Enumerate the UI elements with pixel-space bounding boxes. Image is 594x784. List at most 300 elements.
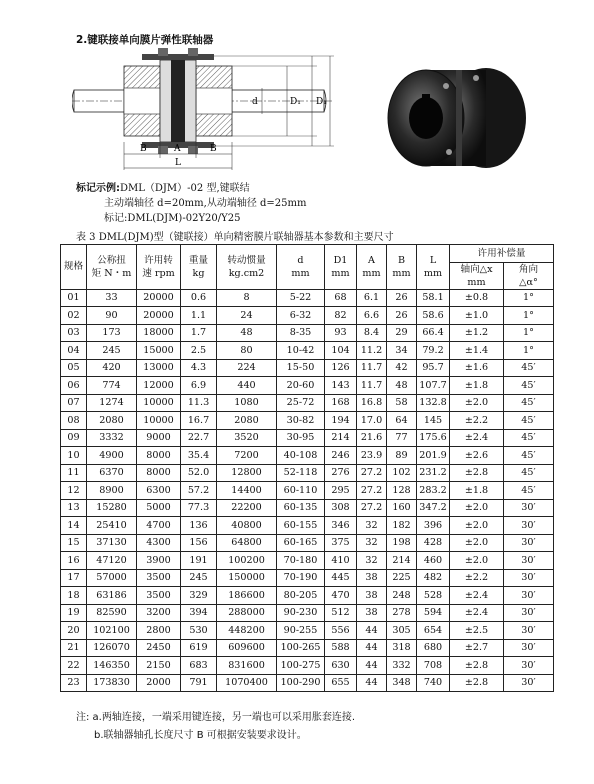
table-cell: 394 bbox=[181, 604, 217, 622]
table-cell: 5000 bbox=[137, 499, 181, 517]
header-gauge: 规格 bbox=[61, 245, 87, 290]
table-row bbox=[61, 429, 554, 447]
table-cell: 18 bbox=[61, 587, 87, 605]
table-cell: 32 bbox=[357, 552, 387, 570]
table-cell: 245 bbox=[87, 342, 137, 360]
table-cell: 126 bbox=[325, 359, 357, 377]
table-row bbox=[61, 639, 554, 657]
table-cell: 19 bbox=[61, 604, 87, 622]
table-cell: 295 bbox=[325, 482, 357, 500]
table-cell: 30′ bbox=[504, 622, 554, 640]
table-cell: 48 bbox=[387, 377, 417, 395]
table-cell: 428 bbox=[417, 534, 450, 552]
table-cell: 44 bbox=[357, 674, 387, 692]
table-cell: ±2.0 bbox=[450, 552, 504, 570]
header-compensation: 许用补偿量 bbox=[450, 245, 554, 263]
table-cell: 248 bbox=[387, 587, 417, 605]
table-cell: 64 bbox=[387, 412, 417, 430]
table-cell: 26 bbox=[387, 307, 417, 325]
table-cell: 186600 bbox=[217, 587, 277, 605]
table-cell: 6.1 bbox=[357, 289, 387, 307]
table-row bbox=[61, 622, 554, 640]
table-cell: 470 bbox=[325, 587, 357, 605]
table-row bbox=[61, 552, 554, 570]
table-cell: 16 bbox=[61, 552, 87, 570]
table-cell: 30′ bbox=[504, 569, 554, 587]
table-cell: ±2.0 bbox=[450, 534, 504, 552]
table-cell: 1.1 bbox=[181, 307, 217, 325]
table-cell: 318 bbox=[387, 639, 417, 657]
table-cell: 2.5 bbox=[181, 342, 217, 360]
table-cell: 12000 bbox=[137, 377, 181, 395]
table-cell: ±2.8 bbox=[450, 657, 504, 675]
dim-b-right: B bbox=[210, 144, 217, 154]
table-cell: 2800 bbox=[137, 622, 181, 640]
table-row bbox=[61, 342, 554, 360]
table-row bbox=[61, 307, 554, 325]
table-cell: 308 bbox=[325, 499, 357, 517]
table-cell: 10000 bbox=[137, 412, 181, 430]
table-cell: 52-118 bbox=[277, 464, 325, 482]
header-B: B mm bbox=[387, 245, 417, 290]
table-cell: 4.3 bbox=[181, 359, 217, 377]
table-cell: 10 bbox=[61, 447, 87, 465]
table-cell: 57000 bbox=[87, 569, 137, 587]
dim-b-left: B bbox=[140, 144, 147, 154]
marking-line1: DML（DJM）-02 型,键联结 bbox=[120, 183, 250, 194]
table-cell: 45′ bbox=[504, 359, 554, 377]
table-cell: 07 bbox=[61, 394, 87, 412]
marking-line3: 标记:DML(DJM)-02Y20/Y25 bbox=[104, 213, 241, 224]
table-cell: 214 bbox=[387, 552, 417, 570]
table-cell: ±2.4 bbox=[450, 429, 504, 447]
table-cell: 38 bbox=[357, 587, 387, 605]
table-cell: ±2.4 bbox=[450, 604, 504, 622]
table-cell: 45′ bbox=[504, 412, 554, 430]
header-D1: D1 mm bbox=[325, 245, 357, 290]
table-cell: 30′ bbox=[504, 639, 554, 657]
table-cell: 64800 bbox=[217, 534, 277, 552]
table-cell: 1070400 bbox=[217, 674, 277, 692]
table-cell: 1080 bbox=[217, 394, 277, 412]
table-cell: 11.7 bbox=[357, 359, 387, 377]
table-cell: 654 bbox=[417, 622, 450, 640]
table-cell: 23.9 bbox=[357, 447, 387, 465]
table-cell: 17.0 bbox=[357, 412, 387, 430]
table-cell: 80-205 bbox=[277, 587, 325, 605]
table-row bbox=[61, 464, 554, 482]
table-row bbox=[61, 394, 554, 412]
table-cell: 21 bbox=[61, 639, 87, 657]
table-cell: 14 bbox=[61, 517, 87, 535]
table-cell: 30-95 bbox=[277, 429, 325, 447]
table-cell: 70-180 bbox=[277, 552, 325, 570]
table-cell: 95.7 bbox=[417, 359, 450, 377]
table-cell: 25410 bbox=[87, 517, 137, 535]
table-row bbox=[61, 412, 554, 430]
coupling-product-photo bbox=[386, 56, 536, 176]
table-cell: 63186 bbox=[87, 587, 137, 605]
table-cell: ±2.2 bbox=[450, 412, 504, 430]
table-cell: 246 bbox=[325, 447, 357, 465]
table-cell: 6.6 bbox=[357, 307, 387, 325]
table-cell: ±2.8 bbox=[450, 464, 504, 482]
table-cell: 30′ bbox=[504, 587, 554, 605]
table-cell: 420 bbox=[87, 359, 137, 377]
table-cell: 528 bbox=[417, 587, 450, 605]
table-cell: 100-265 bbox=[277, 639, 325, 657]
table-cell: ±1.0 bbox=[450, 307, 504, 325]
table-cell: 288000 bbox=[217, 604, 277, 622]
table-cell: 11.7 bbox=[357, 377, 387, 395]
table-cell: 1.7 bbox=[181, 324, 217, 342]
table-cell: 68 bbox=[325, 289, 357, 307]
marking-example bbox=[76, 181, 306, 226]
table-cell: 683 bbox=[181, 657, 217, 675]
table-cell: 70-190 bbox=[277, 569, 325, 587]
table-cell: 52.0 bbox=[181, 464, 217, 482]
table-cell: 655 bbox=[325, 674, 357, 692]
table-cell: 126070 bbox=[87, 639, 137, 657]
table-cell: 594 bbox=[417, 604, 450, 622]
table-row bbox=[61, 359, 554, 377]
table-cell: 346 bbox=[325, 517, 357, 535]
table-cell: 15000 bbox=[137, 342, 181, 360]
table-cell: 45′ bbox=[504, 482, 554, 500]
table-cell: 1274 bbox=[87, 394, 137, 412]
table-cell: 2080 bbox=[217, 412, 277, 430]
table-cell: 82 bbox=[325, 307, 357, 325]
header-weight: 重量 kg bbox=[181, 245, 217, 290]
table-cell: 482 bbox=[417, 569, 450, 587]
table-cell: 18000 bbox=[137, 324, 181, 342]
table-cell: 440 bbox=[217, 377, 277, 395]
table-cell: 66.4 bbox=[417, 324, 450, 342]
table-cell: ±2.5 bbox=[450, 622, 504, 640]
marking-line2: 主动端轴径 d=20mm,从动端轴径 d=25mm bbox=[104, 198, 307, 209]
table-cell: 38 bbox=[357, 604, 387, 622]
table-cell: 82590 bbox=[87, 604, 137, 622]
table-cell: 8-35 bbox=[277, 324, 325, 342]
spec-table bbox=[60, 244, 554, 692]
table-cell: 448200 bbox=[217, 622, 277, 640]
table-cell: 08 bbox=[61, 412, 87, 430]
coupling-technical-drawing bbox=[72, 46, 357, 174]
table-cell: 156 bbox=[181, 534, 217, 552]
table-cell: 375 bbox=[325, 534, 357, 552]
header-L: L mm bbox=[417, 245, 450, 290]
table-cell: 305 bbox=[387, 622, 417, 640]
table-cell: 24 bbox=[217, 307, 277, 325]
table-cell: 3520 bbox=[217, 429, 277, 447]
table-cell: 168 bbox=[325, 394, 357, 412]
table-cell: 60-155 bbox=[277, 517, 325, 535]
table-cell: 30′ bbox=[504, 604, 554, 622]
table-cell: 530 bbox=[181, 622, 217, 640]
table-row bbox=[61, 674, 554, 692]
table-cell: 16.8 bbox=[357, 394, 387, 412]
table-cell: 26 bbox=[387, 289, 417, 307]
table-cell: 25-72 bbox=[277, 394, 325, 412]
section-title: 2.键联接单向膜片弹性联轴器 bbox=[76, 34, 214, 46]
table-cell: 38 bbox=[357, 569, 387, 587]
table-cell: 77 bbox=[387, 429, 417, 447]
table-cell: 20000 bbox=[137, 307, 181, 325]
table-cell: 2150 bbox=[137, 657, 181, 675]
table-cell: 128 bbox=[387, 482, 417, 500]
marking-label: 标记示例: bbox=[76, 183, 120, 194]
table-cell: 4300 bbox=[137, 534, 181, 552]
table-cell: 1° bbox=[504, 342, 554, 360]
table-cell: 102 bbox=[387, 464, 417, 482]
table-cell: 104 bbox=[325, 342, 357, 360]
table-cell: 12 bbox=[61, 482, 87, 500]
table-cell: 680 bbox=[417, 639, 450, 657]
table-cell: 107.7 bbox=[417, 377, 450, 395]
header-torque: 公称扭 矩 N・m bbox=[87, 245, 137, 290]
table-cell: 2000 bbox=[137, 674, 181, 692]
table-cell: 10-42 bbox=[277, 342, 325, 360]
table-cell: 347.2 bbox=[417, 499, 450, 517]
table-cell: 30-82 bbox=[277, 412, 325, 430]
table-cell: 619 bbox=[181, 639, 217, 657]
table-cell: 29 bbox=[387, 324, 417, 342]
table-cell: 791 bbox=[181, 674, 217, 692]
table-cell: 0.6 bbox=[181, 289, 217, 307]
table-cell: 20 bbox=[61, 622, 87, 640]
table-cell: 150000 bbox=[217, 569, 277, 587]
table-cell: 6300 bbox=[137, 482, 181, 500]
table-cell: 15280 bbox=[87, 499, 137, 517]
table-cell: ±0.8 bbox=[450, 289, 504, 307]
table-cell: 21.6 bbox=[357, 429, 387, 447]
table-cell: 2450 bbox=[137, 639, 181, 657]
table-cell: 10000 bbox=[137, 394, 181, 412]
header-speed: 许用转 速 rpm bbox=[137, 245, 181, 290]
table-cell: 89 bbox=[387, 447, 417, 465]
table-cell: 77.3 bbox=[181, 499, 217, 517]
table-cell: 42 bbox=[387, 359, 417, 377]
table-row bbox=[61, 587, 554, 605]
table-cell: 58 bbox=[387, 394, 417, 412]
table-cell: 60-165 bbox=[277, 534, 325, 552]
table-cell: 30′ bbox=[504, 517, 554, 535]
table-cell: 8000 bbox=[137, 464, 181, 482]
table-cell: 11.3 bbox=[181, 394, 217, 412]
table-cell: ±2.0 bbox=[450, 394, 504, 412]
table-cell: 102100 bbox=[87, 622, 137, 640]
table-cell: ±2.8 bbox=[450, 674, 504, 692]
table-cell: 16.7 bbox=[181, 412, 217, 430]
table-cell: 80 bbox=[217, 342, 277, 360]
table-cell: 60-135 bbox=[277, 499, 325, 517]
table-cell: 09 bbox=[61, 429, 87, 447]
table-cell: 02 bbox=[61, 307, 87, 325]
dim-d1: D₁ bbox=[290, 97, 301, 107]
dim-d1-outer: D₁ bbox=[316, 97, 327, 107]
table-cell: 1° bbox=[504, 307, 554, 325]
table-cell: 8900 bbox=[87, 482, 137, 500]
table-cell: 48 bbox=[217, 324, 277, 342]
table-cell: ±2.4 bbox=[450, 587, 504, 605]
table-row bbox=[61, 377, 554, 395]
table-cell: 57.2 bbox=[181, 482, 217, 500]
table-cell: 609600 bbox=[217, 639, 277, 657]
table-cell: 283.2 bbox=[417, 482, 450, 500]
table-cell: 9000 bbox=[137, 429, 181, 447]
table-cell: 40800 bbox=[217, 517, 277, 535]
table-cell: 276 bbox=[325, 464, 357, 482]
table-cell: 160 bbox=[387, 499, 417, 517]
table-cell: ±1.2 bbox=[450, 324, 504, 342]
table-cell: 332 bbox=[387, 657, 417, 675]
table-cell: 45′ bbox=[504, 394, 554, 412]
table-cell: 831600 bbox=[217, 657, 277, 675]
table-cell: 6370 bbox=[87, 464, 137, 482]
table-cell: 13 bbox=[61, 499, 87, 517]
table-cell: 1° bbox=[504, 289, 554, 307]
table-cell: 460 bbox=[417, 552, 450, 570]
table-cell: 13000 bbox=[137, 359, 181, 377]
table-cell: 44 bbox=[357, 639, 387, 657]
dim-d: d bbox=[252, 97, 258, 107]
table-cell: ±2.6 bbox=[450, 447, 504, 465]
table-cell: 11 bbox=[61, 464, 87, 482]
table-cell: 27.2 bbox=[357, 482, 387, 500]
table-cell: 3332 bbox=[87, 429, 137, 447]
table-cell: 01 bbox=[61, 289, 87, 307]
table-cell: 3200 bbox=[137, 604, 181, 622]
table-row bbox=[61, 324, 554, 342]
note-b: b.联轴器轴孔长度尺寸 B 可根据安装要求设计。 bbox=[94, 730, 307, 741]
table-cell: 22200 bbox=[217, 499, 277, 517]
table-cell: 445 bbox=[325, 569, 357, 587]
table-cell: 12800 bbox=[217, 464, 277, 482]
table-cell: 47120 bbox=[87, 552, 137, 570]
table-cell: ±2.7 bbox=[450, 639, 504, 657]
table-cell: 5-22 bbox=[277, 289, 325, 307]
table-caption: 表 3 DML(DJM)型（键联接）单向精密膜片联轴器基本参数和主要尺寸 bbox=[76, 232, 394, 243]
table-cell: 182 bbox=[387, 517, 417, 535]
table-row bbox=[61, 447, 554, 465]
table-cell: 79.2 bbox=[417, 342, 450, 360]
table-row bbox=[61, 289, 554, 307]
table-cell: 45′ bbox=[504, 464, 554, 482]
table-cell: 15-50 bbox=[277, 359, 325, 377]
table-cell: 146350 bbox=[87, 657, 137, 675]
table-cell: 194 bbox=[325, 412, 357, 430]
table-row bbox=[61, 569, 554, 587]
table-cell: 100-275 bbox=[277, 657, 325, 675]
table-cell: 231.2 bbox=[417, 464, 450, 482]
table-cell: 90-230 bbox=[277, 604, 325, 622]
table-cell: 11.2 bbox=[357, 342, 387, 360]
table-cell: 8.4 bbox=[357, 324, 387, 342]
table-cell: 214 bbox=[325, 429, 357, 447]
table-row bbox=[61, 499, 554, 517]
table-cell: 20-60 bbox=[277, 377, 325, 395]
table-cell: 224 bbox=[217, 359, 277, 377]
table-cell: 4700 bbox=[137, 517, 181, 535]
table-cell: 175.6 bbox=[417, 429, 450, 447]
table-cell: 8000 bbox=[137, 447, 181, 465]
table-cell: 245 bbox=[181, 569, 217, 587]
table-cell: 708 bbox=[417, 657, 450, 675]
table-cell: 8 bbox=[217, 289, 277, 307]
table-cell: 3500 bbox=[137, 587, 181, 605]
table-cell: 7200 bbox=[217, 447, 277, 465]
dim-l: L bbox=[175, 158, 181, 168]
table-cell: 05 bbox=[61, 359, 87, 377]
table-cell: 329 bbox=[181, 587, 217, 605]
table-cell: 136 bbox=[181, 517, 217, 535]
table-cell: 6.9 bbox=[181, 377, 217, 395]
table-cell: 22.7 bbox=[181, 429, 217, 447]
table-cell: 45′ bbox=[504, 429, 554, 447]
table-cell: 198 bbox=[387, 534, 417, 552]
table-cell: 348 bbox=[387, 674, 417, 692]
table-cell: 3900 bbox=[137, 552, 181, 570]
table-row bbox=[61, 534, 554, 552]
table-cell: 14400 bbox=[217, 482, 277, 500]
table-cell: 45′ bbox=[504, 377, 554, 395]
table-row bbox=[61, 604, 554, 622]
dim-a: A bbox=[174, 144, 181, 154]
table-cell: 143 bbox=[325, 377, 357, 395]
table-cell: 30′ bbox=[504, 657, 554, 675]
table-cell: 22 bbox=[61, 657, 87, 675]
table-row bbox=[61, 517, 554, 535]
table-cell: 06 bbox=[61, 377, 87, 395]
table-cell: 512 bbox=[325, 604, 357, 622]
table-cell: 556 bbox=[325, 622, 357, 640]
header-axial: 轴向△x mm bbox=[450, 262, 504, 289]
table-cell: 90 bbox=[87, 307, 137, 325]
table-cell: 201.9 bbox=[417, 447, 450, 465]
table-cell: ±2.0 bbox=[450, 499, 504, 517]
header-A: A mm bbox=[357, 245, 387, 290]
table-cell: 6-32 bbox=[277, 307, 325, 325]
table-row bbox=[61, 482, 554, 500]
table-cell: 35.4 bbox=[181, 447, 217, 465]
table-cell: 30′ bbox=[504, 552, 554, 570]
table-cell: 33 bbox=[87, 289, 137, 307]
table-cell: 20000 bbox=[137, 289, 181, 307]
table-cell: 191 bbox=[181, 552, 217, 570]
table-cell: 17 bbox=[61, 569, 87, 587]
table-cell: 588 bbox=[325, 639, 357, 657]
table-cell: 2080 bbox=[87, 412, 137, 430]
header-angular: 角向 △α° bbox=[504, 262, 554, 289]
table-cell: 32 bbox=[357, 517, 387, 535]
table-cell: 30′ bbox=[504, 534, 554, 552]
table-cell: ±1.4 bbox=[450, 342, 504, 360]
table-cell: 44 bbox=[357, 622, 387, 640]
table-cell: 278 bbox=[387, 604, 417, 622]
table-cell: ±2.0 bbox=[450, 517, 504, 535]
table-cell: 740 bbox=[417, 674, 450, 692]
table-cell: 173 bbox=[87, 324, 137, 342]
notes bbox=[76, 709, 355, 745]
table-cell: 4900 bbox=[87, 447, 137, 465]
table-cell: 40-108 bbox=[277, 447, 325, 465]
table-row bbox=[61, 657, 554, 675]
table-cell: ±1.8 bbox=[450, 482, 504, 500]
table-cell: 630 bbox=[325, 657, 357, 675]
table-cell: 30′ bbox=[504, 674, 554, 692]
table-cell: 27.2 bbox=[357, 464, 387, 482]
table-cell: 100200 bbox=[217, 552, 277, 570]
